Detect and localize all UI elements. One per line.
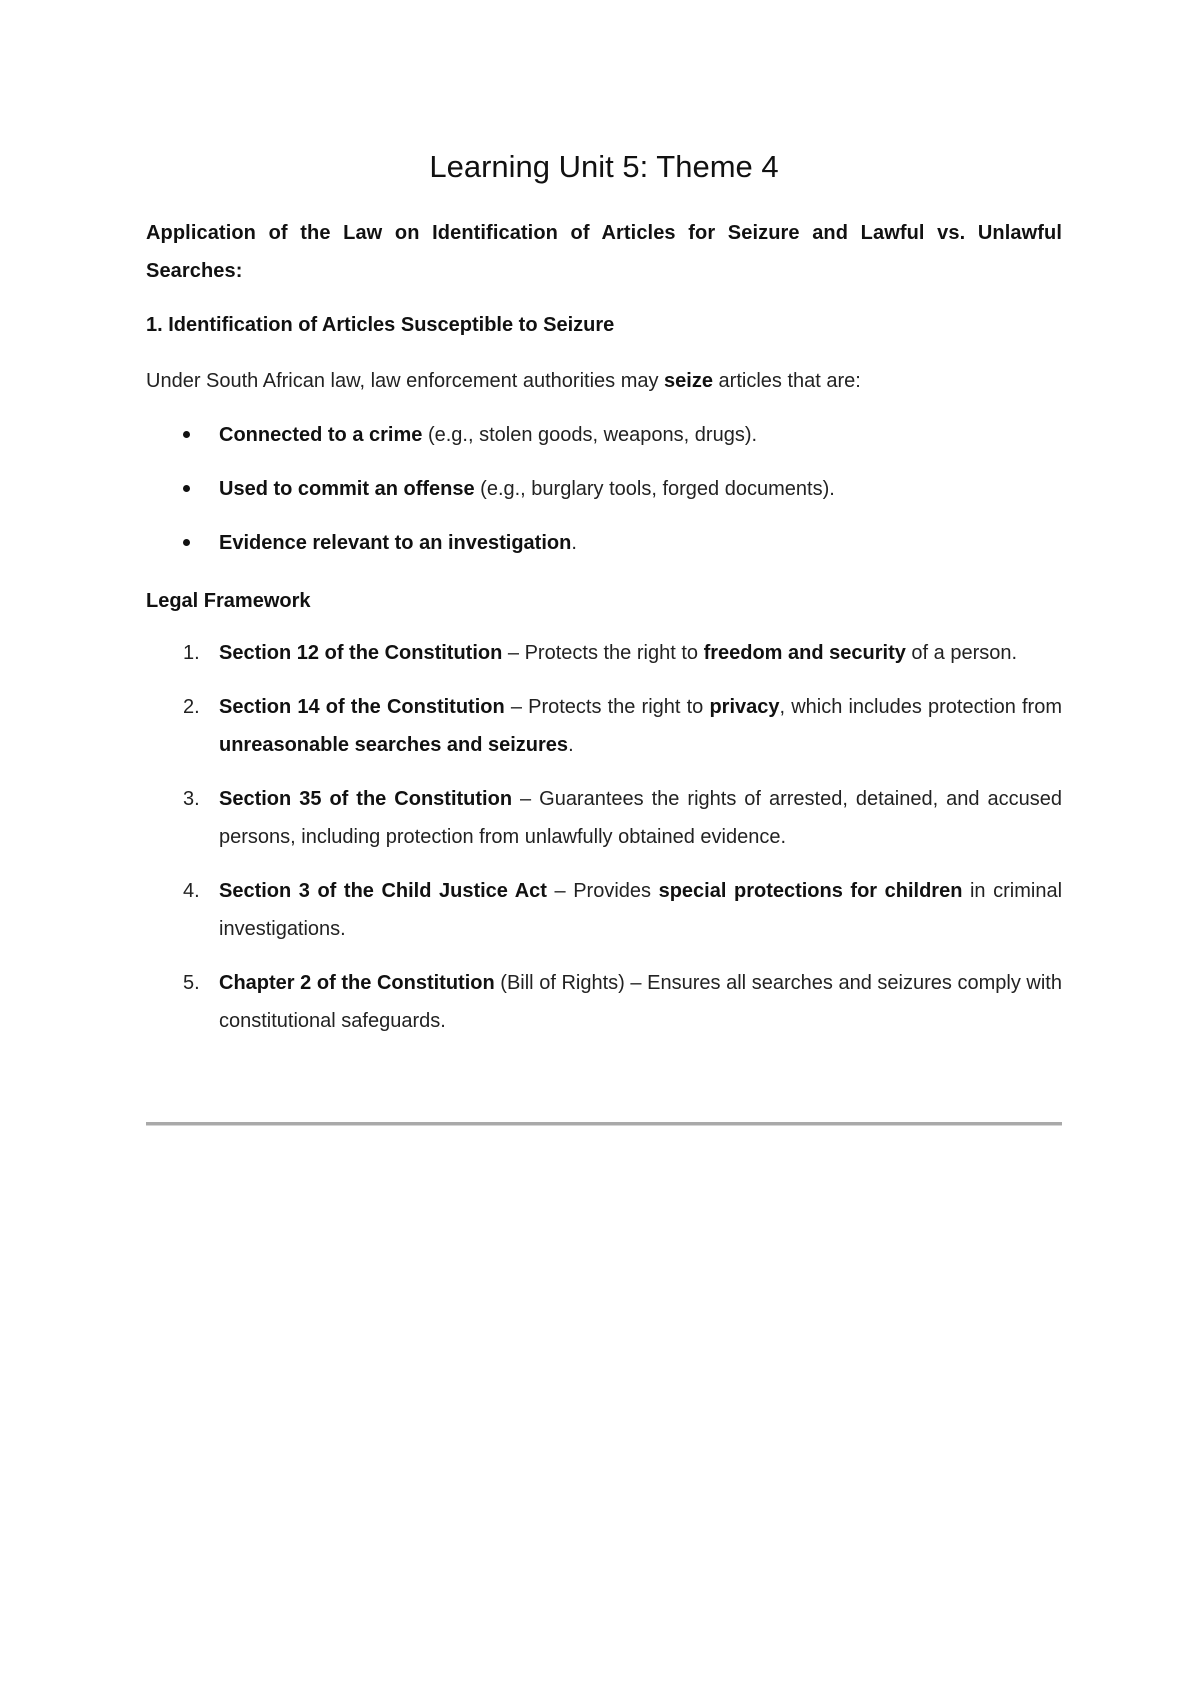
legal-item-bold-text: privacy <box>709 696 780 718</box>
horizontal-divider <box>146 1122 1062 1126</box>
legal-item-text: – Provides <box>546 880 659 902</box>
bullet-rest-text: . <box>571 532 577 554</box>
section-heading-identification: 1. Identification of Articles Susceptible to Seizure <box>146 314 615 336</box>
legal-item-bold-text: freedom and security <box>703 642 906 664</box>
legal-item <box>146 688 1062 764</box>
intro-text-before: Under South African law, law enforcement authorities may <box>146 370 665 392</box>
legal-item-bold-text: Section 3 of the Child Justice Act <box>219 880 547 902</box>
legal-item <box>146 780 1062 856</box>
legal-item <box>146 964 1062 1040</box>
document-subtitle: Application of the Law on Identification of Articles for Seizure and Lawful vs. Unlawful Searches: <box>146 222 1062 282</box>
page-title: Learning Unit 5: Theme 4 <box>429 149 779 184</box>
list-item <box>146 524 1062 578</box>
bullet-bold-text: Connected to a crime <box>219 424 423 446</box>
bullet-icon <box>183 485 190 492</box>
legal-item-bold-text: Section 12 of the Constitution <box>219 642 503 664</box>
intro-text-bold: seize <box>664 370 713 392</box>
legal-item-text: , which includes protection from <box>779 696 1062 718</box>
legal-item-text: – Protects the right to <box>504 696 710 718</box>
list-number: 2. <box>183 696 200 718</box>
legal-item-bold-text: Section 14 of the Constitution <box>219 696 505 718</box>
legal-item-text: in criminal investigations. <box>219 880 1063 940</box>
list-number: 1. <box>183 642 200 664</box>
bullet-bold-text: Used to commit an offense <box>219 478 475 500</box>
legal-item-bold-text: Section 35 of the Constitution <box>219 788 513 810</box>
legal-item-bold-text: Chapter 2 of the Constitution <box>219 972 495 994</box>
list-number: 5. <box>183 972 200 994</box>
intro-text-after: articles that are: <box>712 370 861 392</box>
legal-item-bold-text: special protections for children <box>658 880 963 902</box>
list-number: 3. <box>183 788 200 810</box>
legal-item-text: – Protects the right to <box>502 642 704 664</box>
legal-item-text: – Guarantees the rights of arrested, detained, and accused persons, including protection from unlawfully obtained evidence. <box>219 788 1062 848</box>
bullet-icon <box>183 431 190 438</box>
bullet-bold-text: Evidence relevant to an investigation <box>219 532 572 554</box>
legal-item-text: . <box>568 734 574 756</box>
document-page <box>146 0 1062 1696</box>
section-heading-legal-framework: Legal Framework <box>146 590 311 612</box>
legal-framework-list <box>146 634 1062 1056</box>
legal-item-text: of a person. <box>905 642 1018 664</box>
legal-item-bold-text: unreasonable searches and seizures <box>219 734 569 756</box>
legal-item-text: (Bill of Rights) – Ensures all searches and seizures comply with constitutional safeguards. <box>219 972 1062 1032</box>
bullet-rest-text: (e.g., stolen goods, weapons, drugs). <box>422 424 758 446</box>
bullet-rest-text: (e.g., burglary tools, forged documents). <box>474 478 835 500</box>
list-number: 4. <box>183 880 200 902</box>
bullet-icon <box>183 539 190 546</box>
list-item <box>146 416 1062 470</box>
legal-item <box>146 872 1062 948</box>
seizure-criteria-list <box>146 416 1062 578</box>
legal-item <box>146 634 1062 672</box>
list-item <box>146 470 1062 524</box>
intro-paragraph <box>146 362 1062 400</box>
